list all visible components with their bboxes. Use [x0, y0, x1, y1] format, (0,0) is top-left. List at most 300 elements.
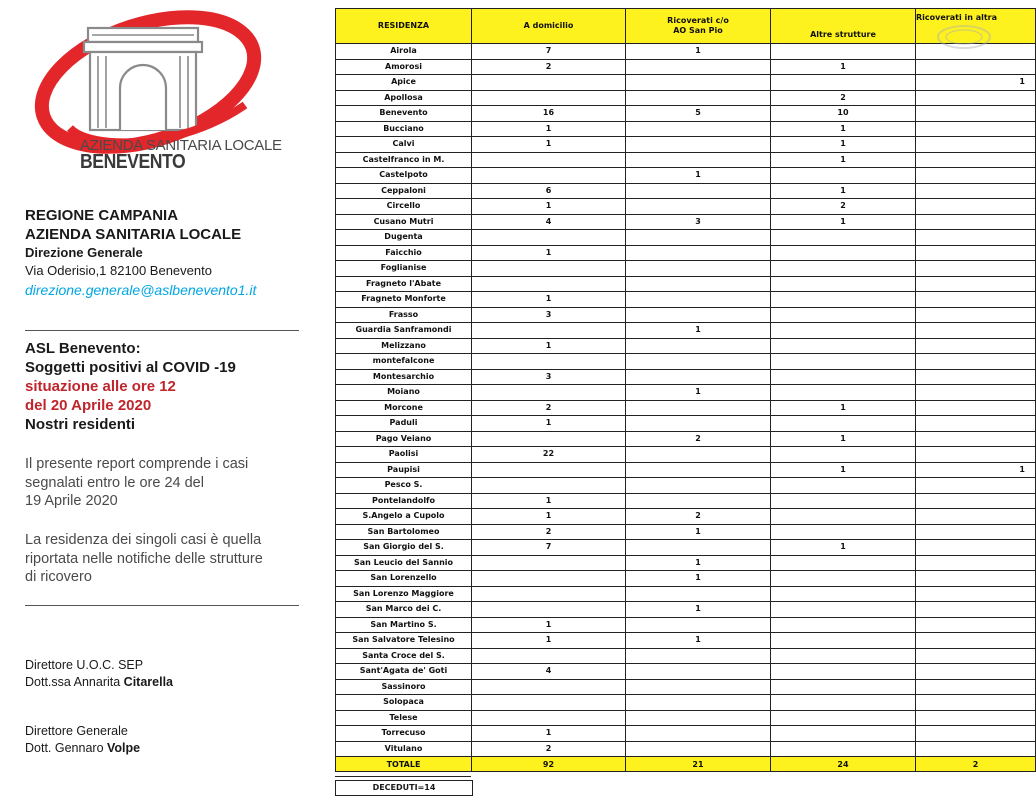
header-san-pio: Ricoverati c/o AO San Pio	[626, 9, 771, 44]
cell-altra-regione	[916, 245, 1036, 261]
cell-residenza: Paupisi	[336, 462, 472, 478]
cell-residenza: Fragneto Monforte	[336, 292, 472, 308]
cell-altra-regione	[916, 261, 1036, 277]
cell-domicilio	[472, 385, 626, 401]
report-title-line-5: Nostri residenti	[25, 416, 136, 433]
cell-domicilio: 1	[472, 416, 626, 432]
cell-domicilio: 2	[472, 400, 626, 416]
cell-san-pio	[626, 121, 771, 137]
cell-residenza: San Martino S.	[336, 617, 472, 633]
cell-san-pio	[626, 338, 771, 354]
cell-residenza: Torrecuso	[336, 726, 472, 742]
cell-altre-strutture	[771, 338, 916, 354]
cell-altre-strutture: 1	[771, 183, 916, 199]
cell-san-pio	[626, 462, 771, 478]
table-row	[336, 586, 1036, 602]
cell-domicilio	[472, 710, 626, 726]
cell-residenza: San Bartolomeo	[336, 524, 472, 540]
cell-san-pio	[626, 354, 771, 370]
table-row	[336, 152, 1036, 168]
cell-altre-strutture: 1	[771, 152, 916, 168]
cell-residenza: Faicchio	[336, 245, 472, 261]
cell-altra-regione	[916, 602, 1036, 618]
cell-altra-regione	[916, 447, 1036, 463]
cell-domicilio: 1	[472, 617, 626, 633]
table-row	[336, 183, 1036, 199]
cell-san-pio: 1	[626, 602, 771, 618]
cell-san-pio	[626, 540, 771, 556]
cell-domicilio	[472, 323, 626, 339]
cell-residenza: San Salvatore Telesino	[336, 633, 472, 649]
cell-residenza: Calvi	[336, 137, 472, 153]
cell-residenza: Santa Croce del S.	[336, 648, 472, 664]
cell-residenza: Castelpoto	[336, 168, 472, 184]
cell-residenza: Montesarchio	[336, 369, 472, 385]
cell-altra-regione	[916, 59, 1036, 75]
cell-residenza: Moiano	[336, 385, 472, 401]
cell-residenza: Dugenta	[336, 230, 472, 246]
cell-domicilio: 6	[472, 183, 626, 199]
sep-name: Dott.ssa Annarita Citarella	[25, 675, 174, 689]
cell-san-pio: 1	[626, 44, 771, 60]
cell-altre-strutture	[771, 493, 916, 509]
cell-altra-regione	[916, 726, 1036, 742]
cell-domicilio: 1	[472, 121, 626, 137]
cell-altre-strutture	[771, 555, 916, 571]
cell-domicilio: 1	[472, 199, 626, 215]
cell-san-pio	[626, 59, 771, 75]
divider-bottom	[25, 605, 299, 606]
cell-residenza: Pago Veiano	[336, 431, 472, 447]
cell-san-pio	[626, 90, 771, 106]
cell-altre-strutture	[771, 648, 916, 664]
cell-residenza: Pontelandolfo	[336, 493, 472, 509]
cell-altra-regione	[916, 90, 1036, 106]
cell-altre-strutture: 10	[771, 106, 916, 122]
table-row	[336, 462, 1036, 478]
cell-residenza: Melizzano	[336, 338, 472, 354]
table-row	[336, 679, 1036, 695]
cell-residenza: Circello	[336, 199, 472, 215]
table-row	[336, 478, 1036, 494]
cell-altra-regione	[916, 478, 1036, 494]
cell-san-pio	[626, 493, 771, 509]
report-note-2	[25, 531, 263, 587]
cell-altra-regione	[916, 307, 1036, 323]
cell-residenza: San Giorgio del S.	[336, 540, 472, 556]
cell-residenza: Morcone	[336, 400, 472, 416]
table-row	[336, 617, 1036, 633]
cell-altre-strutture	[771, 323, 916, 339]
cell-altre-strutture	[771, 168, 916, 184]
logo-text-agency: AZIENDA SANITARIA LOCALE	[80, 137, 282, 154]
table-row	[336, 121, 1036, 137]
cell-san-pio	[626, 152, 771, 168]
note-line: riportata nelle notifiche delle strutture	[25, 550, 263, 567]
cell-altra-regione	[916, 214, 1036, 230]
report-title-line-3: situazione alle ore 12	[25, 378, 176, 395]
cell-domicilio	[472, 586, 626, 602]
cell-san-pio: 1	[626, 633, 771, 649]
cell-san-pio	[626, 679, 771, 695]
table-row	[336, 199, 1036, 215]
cell-altre-strutture	[771, 617, 916, 633]
table-row	[336, 571, 1036, 587]
signature-dg	[25, 723, 140, 757]
cell-altre-strutture	[771, 524, 916, 540]
table-row	[336, 230, 1036, 246]
cell-residenza: Telese	[336, 710, 472, 726]
cell-domicilio	[472, 555, 626, 571]
cell-altra-regione	[916, 369, 1036, 385]
cell-altre-strutture: 2	[771, 90, 916, 106]
cell-altre-strutture	[771, 245, 916, 261]
cell-altre-strutture: 1	[771, 121, 916, 137]
cell-altre-strutture: 1	[771, 400, 916, 416]
email-link[interactable]: direzione.generale@aslbenevento1.it	[25, 282, 257, 298]
cell-altra-regione	[916, 710, 1036, 726]
cell-altra-regione	[916, 121, 1036, 137]
cell-residenza: Amorosi	[336, 59, 472, 75]
cell-residenza: Cusano Mutri	[336, 214, 472, 230]
note-line: La residenza dei singoli casi è quella	[25, 532, 262, 548]
cell-san-pio	[626, 416, 771, 432]
cell-san-pio	[626, 617, 771, 633]
cell-san-pio: 2	[626, 509, 771, 525]
cell-san-pio	[626, 230, 771, 246]
cell-altre-strutture: 2	[771, 199, 916, 215]
cell-altra-regione	[916, 152, 1036, 168]
cell-residenza: San Lorenzello	[336, 571, 472, 587]
cell-domicilio: 4	[472, 214, 626, 230]
signature-sep	[25, 657, 173, 691]
cell-altra-regione	[916, 183, 1036, 199]
agency-name: AZIENDA SANITARIA LOCALE	[25, 226, 242, 243]
total-label: TOTALE	[336, 757, 472, 772]
cell-domicilio: 3	[472, 369, 626, 385]
report-title-line-2: Soggetti positivi al COVID -19	[25, 359, 236, 376]
cell-san-pio: 5	[626, 106, 771, 122]
cell-altre-strutture	[771, 447, 916, 463]
table-row	[336, 307, 1036, 323]
total-san-pio: 21	[626, 757, 771, 772]
cell-altre-strutture	[771, 307, 916, 323]
table-row	[336, 369, 1036, 385]
cell-san-pio	[626, 447, 771, 463]
cell-altra-regione	[916, 230, 1036, 246]
cell-altre-strutture: 1	[771, 462, 916, 478]
cell-residenza: Solopaca	[336, 695, 472, 711]
table-row	[336, 664, 1036, 680]
cell-residenza: Pesco S.	[336, 478, 472, 494]
note-line: di ricovero	[25, 569, 92, 585]
cell-residenza: Benevento	[336, 106, 472, 122]
cell-domicilio: 1	[472, 493, 626, 509]
cell-san-pio	[626, 261, 771, 277]
cell-san-pio: 2	[626, 431, 771, 447]
cell-domicilio	[472, 602, 626, 618]
table-row	[336, 431, 1036, 447]
cell-domicilio	[472, 152, 626, 168]
cell-altra-regione	[916, 400, 1036, 416]
note-line: Il presente report comprende i casi	[25, 456, 249, 472]
cell-residenza: Guardia Sanframondi	[336, 323, 472, 339]
cell-domicilio: 16	[472, 106, 626, 122]
cell-san-pio	[626, 695, 771, 711]
cell-altre-strutture	[771, 695, 916, 711]
dg-role: Direttore Generale	[25, 724, 128, 738]
table-row	[336, 509, 1036, 525]
cell-san-pio	[626, 741, 771, 757]
table-row	[336, 555, 1036, 571]
cell-san-pio: 1	[626, 555, 771, 571]
table-row	[336, 633, 1036, 649]
total-domicilio: 92	[472, 757, 626, 772]
cell-domicilio	[472, 679, 626, 695]
cell-altre-strutture	[771, 679, 916, 695]
cell-domicilio: 22	[472, 447, 626, 463]
cell-san-pio	[626, 478, 771, 494]
cell-domicilio: 1	[472, 245, 626, 261]
table-row	[336, 44, 1036, 60]
cell-altre-strutture	[771, 633, 916, 649]
cell-san-pio	[626, 664, 771, 680]
table-row	[336, 695, 1036, 711]
report-title	[25, 339, 236, 434]
cell-altre-strutture	[771, 276, 916, 292]
header-residenza: RESIDENZA	[336, 9, 472, 44]
cell-domicilio	[472, 695, 626, 711]
cell-san-pio	[626, 75, 771, 91]
cell-altre-strutture: 1	[771, 59, 916, 75]
cell-altre-strutture	[771, 416, 916, 432]
cell-altre-strutture: 1	[771, 431, 916, 447]
cell-altra-regione	[916, 617, 1036, 633]
table-row	[336, 726, 1036, 742]
cell-altre-strutture	[771, 509, 916, 525]
cell-san-pio	[626, 245, 771, 261]
cell-domicilio: 1	[472, 292, 626, 308]
cell-domicilio: 1	[472, 137, 626, 153]
cell-domicilio	[472, 230, 626, 246]
cell-altre-strutture	[771, 741, 916, 757]
cell-altra-regione	[916, 431, 1036, 447]
cell-residenza: S.Angelo a Cupolo	[336, 509, 472, 525]
cell-domicilio: 4	[472, 664, 626, 680]
cell-san-pio	[626, 292, 771, 308]
cell-san-pio: 3	[626, 214, 771, 230]
cell-residenza: Bucciano	[336, 121, 472, 137]
header-altra-regione: Ricoverati in altra	[916, 9, 1036, 44]
cell-domicilio: 2	[472, 524, 626, 540]
cell-altre-strutture: 1	[771, 137, 916, 153]
cell-altre-strutture	[771, 75, 916, 91]
cell-altra-regione	[916, 199, 1036, 215]
cell-domicilio	[472, 462, 626, 478]
table-row	[336, 416, 1036, 432]
cell-residenza: Sant'Agata de' Goti	[336, 664, 472, 680]
cell-altra-regione	[916, 292, 1036, 308]
logo-text-city: BENEVENTO	[80, 151, 186, 173]
cell-domicilio: 3	[472, 307, 626, 323]
table-row	[336, 540, 1036, 556]
cell-domicilio	[472, 478, 626, 494]
cell-altre-strutture: 1	[771, 540, 916, 556]
cell-residenza: San Lorenzo Maggiore	[336, 586, 472, 602]
cell-san-pio	[626, 400, 771, 416]
cell-altra-regione	[916, 555, 1036, 571]
cell-residenza: Frasso	[336, 307, 472, 323]
table-row	[336, 276, 1036, 292]
total-altre-strutture: 24	[771, 757, 916, 772]
cell-altra-regione: 1	[916, 75, 1036, 91]
cell-altra-regione	[916, 741, 1036, 757]
cell-altra-regione	[916, 571, 1036, 587]
cell-domicilio: 2	[472, 59, 626, 75]
cell-altre-strutture	[771, 602, 916, 618]
cell-san-pio	[626, 369, 771, 385]
cell-residenza: San Leucio del Sannio	[336, 555, 472, 571]
table-row	[336, 323, 1036, 339]
cell-domicilio: 7	[472, 540, 626, 556]
cell-domicilio: 7	[472, 44, 626, 60]
cell-altra-regione	[916, 385, 1036, 401]
cell-altre-strutture	[771, 571, 916, 587]
divider-top	[25, 330, 299, 331]
header-altre-strutture: Altre strutture	[771, 9, 916, 44]
cell-san-pio: 1	[626, 571, 771, 587]
table-row	[336, 493, 1036, 509]
cell-san-pio: 1	[626, 323, 771, 339]
report-note-1	[25, 455, 248, 511]
cell-domicilio	[472, 354, 626, 370]
table-row	[336, 75, 1036, 91]
watermark-stamp	[934, 22, 994, 52]
cell-altre-strutture	[771, 664, 916, 680]
cell-altra-regione	[916, 354, 1036, 370]
cell-domicilio	[472, 261, 626, 277]
cell-residenza: Apollosa	[336, 90, 472, 106]
table-row	[336, 524, 1036, 540]
table-header-row	[336, 9, 1036, 44]
cell-san-pio	[626, 199, 771, 215]
cell-altra-regione	[916, 106, 1036, 122]
table-row	[336, 106, 1036, 122]
cell-domicilio	[472, 648, 626, 664]
cell-altra-regione	[916, 276, 1036, 292]
deceased-count: DECEDUTI=14	[335, 780, 473, 796]
table-row	[336, 90, 1036, 106]
table-row	[336, 385, 1036, 401]
table-row	[336, 168, 1036, 184]
cell-san-pio: 1	[626, 524, 771, 540]
cell-san-pio	[626, 726, 771, 742]
cell-residenza: Fragneto l'Abate	[336, 276, 472, 292]
cell-domicilio: 1	[472, 633, 626, 649]
cell-altre-strutture: 1	[771, 214, 916, 230]
table-row	[336, 354, 1036, 370]
table-row	[336, 648, 1036, 664]
cell-domicilio	[472, 276, 626, 292]
cell-san-pio	[626, 137, 771, 153]
table-row	[336, 245, 1036, 261]
cell-altre-strutture	[771, 586, 916, 602]
cell-domicilio: 2	[472, 741, 626, 757]
table-row	[336, 400, 1036, 416]
cell-residenza: Sassinoro	[336, 679, 472, 695]
cell-altre-strutture	[771, 230, 916, 246]
cell-altre-strutture	[771, 354, 916, 370]
cell-residenza: Paduli	[336, 416, 472, 432]
cell-san-pio: 1	[626, 168, 771, 184]
table-row	[336, 602, 1036, 618]
cell-residenza: montefalcone	[336, 354, 472, 370]
cell-domicilio: 1	[472, 509, 626, 525]
cell-altre-strutture	[771, 44, 916, 60]
table-row	[336, 292, 1036, 308]
cell-residenza: San Marco dei C.	[336, 602, 472, 618]
cell-altre-strutture	[771, 478, 916, 494]
table-row	[336, 741, 1036, 757]
cell-altre-strutture	[771, 369, 916, 385]
cell-altre-strutture	[771, 385, 916, 401]
cell-san-pio	[626, 586, 771, 602]
cell-altra-regione: 1	[916, 462, 1036, 478]
note-line: 19 Aprile 2020	[25, 493, 118, 509]
table-row	[336, 59, 1036, 75]
dg-name: Dott. Gennaro Volpe	[25, 741, 141, 755]
total-altra-regione: 2	[916, 757, 1036, 772]
cell-residenza: Castelfranco in M.	[336, 152, 472, 168]
cell-san-pio	[626, 710, 771, 726]
table-row	[336, 137, 1036, 153]
table-row	[336, 338, 1036, 354]
cell-altra-regione	[916, 679, 1036, 695]
address: Via Oderisio,1 82100 Benevento	[25, 263, 212, 278]
cell-domicilio	[472, 168, 626, 184]
cell-altra-regione	[916, 416, 1036, 432]
report-title-line-1: ASL Benevento:	[25, 340, 141, 357]
cell-altra-regione	[916, 648, 1036, 664]
cell-san-pio	[626, 276, 771, 292]
department-name: Direzione Generale	[25, 245, 143, 260]
cell-altra-regione	[916, 664, 1036, 680]
cell-altre-strutture	[771, 710, 916, 726]
note-line: segnalati entro le ore 24 del	[25, 474, 204, 491]
cell-altre-strutture	[771, 261, 916, 277]
cell-residenza: Foglianise	[336, 261, 472, 277]
cell-altra-regione	[916, 695, 1036, 711]
cell-residenza: Vitulano	[336, 741, 472, 757]
cell-san-pio	[626, 648, 771, 664]
cell-domicilio: 1	[472, 726, 626, 742]
cell-altra-regione	[916, 633, 1036, 649]
cell-altre-strutture	[771, 726, 916, 742]
cell-residenza: Paolisi	[336, 447, 472, 463]
sep-role: Direttore U.O.C. SEP	[25, 658, 144, 672]
covid-cases-table	[335, 8, 1036, 772]
cell-altra-regione	[916, 524, 1036, 540]
cell-altra-regione	[916, 509, 1036, 525]
table-row	[336, 214, 1036, 230]
cell-altra-regione	[916, 338, 1036, 354]
header-domicilio: A domicilio	[472, 9, 626, 44]
cell-altra-regione	[916, 323, 1036, 339]
agency-header	[25, 206, 256, 300]
table-row	[336, 710, 1036, 726]
cell-domicilio	[472, 75, 626, 91]
cell-san-pio	[626, 183, 771, 199]
